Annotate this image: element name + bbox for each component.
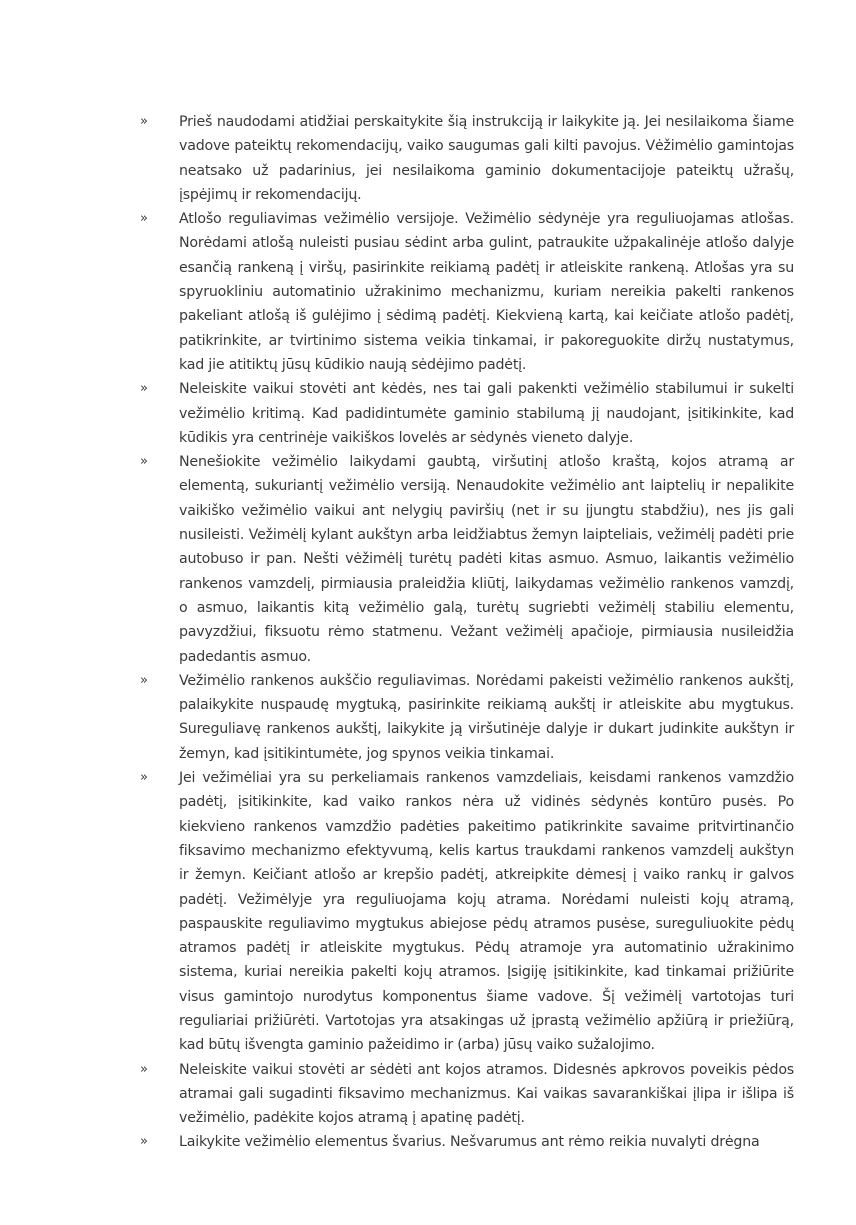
bullet-icon: »: [140, 672, 148, 688]
instruction-list: [140, 110, 794, 1155]
bullet-icon: »: [140, 114, 148, 129]
list-item-text: Laikykite vežimėlio elementus švarius. Nešvarumus ant rėmo reikia nuvalyti drėgna: [179, 1134, 760, 1151]
bullet-icon: »: [140, 1061, 148, 1077]
bullet-icon: »: [140, 1134, 148, 1150]
list-item-text: Prieš naudodami atidžiai perskaitykite šią instrukciją ir laikykite ją. Jei nesilaikoma šiame vadove pateiktų rekomendacijų, vaiko saugumas gali kilti pavojus. Vėžimėlio gamintojas neatsako už padarinius, jei nesilaikoma gaminio dokumentacijoje pateiktų užrašų, įspėjimų ir rekomendacijų.: [179, 114, 794, 203]
list-item: [140, 766, 794, 1058]
list-item: [140, 207, 794, 377]
bullet-icon: »: [140, 211, 148, 227]
bullet-icon: »: [140, 454, 148, 470]
list-item-text: Nenešiokite vežimėlio laikydami gaubtą, viršutinį atlošo kraštą, kojos atramą ar elementą, sukuriantį vežimėlio versiją. Nenaudokite vežimėlio ant laiptelių ir nepalikite vaikiško vežimėlio vaikui ant nelygių paviršių (net ir su įjungtu stabdžiu), nes jis gali nusileisti. Vežimėlį kylant aukštyn arba leidžiabtus žemyn laipteliais, vežimėlį padėti prie autobuso ir pan. Nešti vėžimėlį turėtų padėti kitas asmuo. Asmuo, laikantis vežimėlio rankenos vamzdelį, pirmiausia praleidžia kliūtį, laikydamas vežimėlio rankenos vamzdį, o asmuo, laikantis kitą vežimėlio galą, turėtų sugriebti vežimėlį stabiliu elementu, pavyzdžiui, fiksuotu rėmo statmenu. Vežant vežimėlį apačioje, pirmiausia nusileidžia padedantis asmuo.: [179, 454, 794, 665]
list-item-text: Jei vežimėliai yra su perkeliamais rankenos vamzdeliais, keisdami rankenos vamzdžio padėtį, įsitikinkite, kad vaiko rankos nėra už vidinės sėdynės kontūro pusės. Po kiekvieno rankenos vamzdžio padėties pakeitimo patikrinkite savaime pritvirtinančio fiksavimo mechanizmo efektyvumą, kelis kartus traukdami rankenos vamzdelį aukštyn ir žemyn. Keičiant atlošo ar krepšio padėtį, atkreipkite dėmesį į vaiko rankų ir galvos padėtį. Vežimėlyje yra reguliuojama kojų atrama. Norėdami nuleisti kojų atramą, paspauskite reguliavimo mygtukus abiejose pėdų atramos pusėse, sureguliuokite pėdų atramos padėtį ir atleiskite mygtukus. Pėdų atramoje yra automatinio užrakinimo sistema, kuriai nereikia pakelti kojų atramos. Įsigiję įsitikinkite, kad tinkamai prižiūrite visus gamintojo nurodytus komponentus šiame vadove. Šį vežimėlį vartotojas turi reguliariai prižiūrėti. Vartotojas yra atsakingas už įprastą vežimėlio apžiūrą ir priežiūrą, kad būtų išvengta gaminio pažeidimo ir (arba) jūsų vaiko sužalojimo.: [179, 770, 794, 1054]
list-item: [140, 110, 794, 207]
list-item-text: Atlošo reguliavimas vežimėlio versijoje. Vežimėlio sėdynėje yra reguliuojamas atlošas. Norėdami atlošą nuleisti pusiau sėdint arba gulint, patraukite užpakalinėje atlošo dalyje esančią rankeną į viršų, pasirinkite reikiamą padėtį ir atleiskite rankeną. Atlošas yra su spyruokliniu automatinio užrakinimo mechanizmu, kuriam nereikia pakelti rankenos pakeliant atlošą iš gulėjimo į sėdimą padėtį. Kiekvieną kartą, kai keičiate atlošo padėtį, patikrinkite, ar tvirtinimo sistema veikia tinkamai, ir pakoreguokite diržų nustatymus, kad jie atitiktų jūsų kūdikio naują sėdėjimo padėtį.: [179, 211, 794, 373]
list-item: [140, 1130, 794, 1154]
list-item: [140, 669, 794, 766]
list-item: [140, 450, 794, 669]
list-item: [140, 377, 794, 450]
list-item-text: Neleiskite vaikui stovėti ant kėdės, nes tai gali pakenkti vežimėlio stabilumui ir sukelti vežimėlio kritimą. Kad padidintumėte gaminio stabilumą jį naudojant, įsitikinkite, kad kūdikis yra centrinėje vaikiškos lovelės ar sėdynės vieneto dalyje.: [179, 381, 794, 446]
bullet-icon: »: [140, 770, 148, 786]
list-item: [140, 1058, 794, 1131]
list-item-text: Vežimėlio rankenos aukščio reguliavimas. Norėdami pakeisti vežimėlio rankenos aukštį, palaikykite nuspaudę mygtuką, pasirinkite reikiamą aukštį ir atleiskite abu mygtukus. Sureguliavę rankenos aukštį, laikykite ją viršutinėje dalyje ir dukart judinkite aukštyn ir žemyn, kad įsitikintumėte, jog spynos veikia tinkamai.: [179, 672, 794, 762]
list-item-text: Neleiskite vaikui stovėti ar sėdėti ant kojos atramos. Didesnės apkrovos poveikis pėdos atramai gali sugadinti fiksavimo mechanizmus. Kai vaikas savarankiškai įlipa ir išlipa iš vežimėlio, padėkite kojos atramą į apatinę padėtį.: [179, 1061, 794, 1127]
bullet-icon: »: [140, 381, 148, 397]
